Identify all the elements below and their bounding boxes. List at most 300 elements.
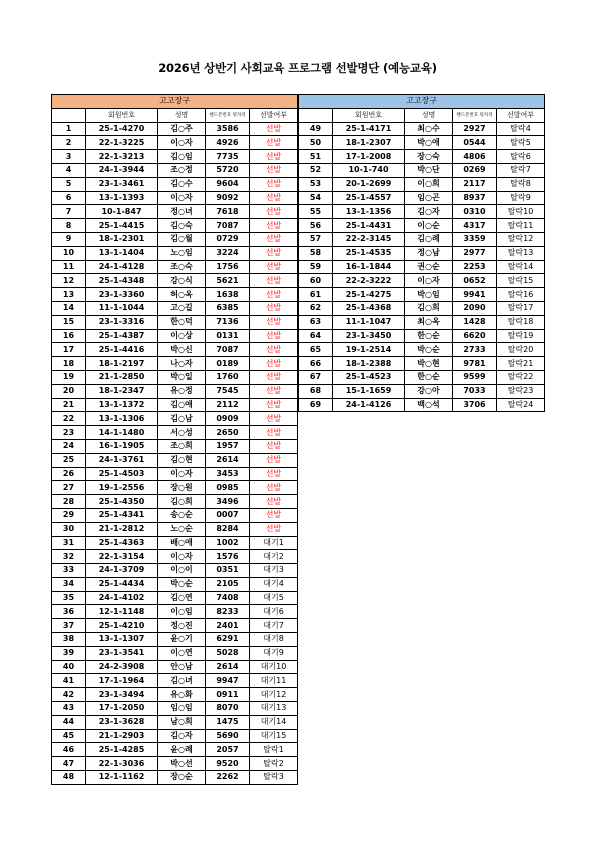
table-row: [52, 508, 298, 522]
cell-phone-suffix: 2977: [453, 246, 497, 260]
cell-name: 이○자: [158, 191, 206, 205]
cell-name: 임○임: [158, 702, 206, 716]
cell-member-number: 23-1-3450: [333, 329, 405, 343]
cell-phone-suffix: 0729: [206, 232, 250, 246]
cell-name: 김○례: [405, 232, 453, 246]
cell-index: 29: [52, 508, 86, 522]
cell-status: 선발: [250, 467, 298, 481]
table-row: [52, 495, 298, 509]
cell-status: 선발: [250, 453, 298, 467]
table-row: [52, 729, 298, 743]
table-row: [52, 660, 298, 674]
header-cell-phone-suffix: [453, 108, 497, 122]
cell-status: 선발: [250, 398, 298, 412]
table-row: [52, 743, 298, 757]
cell-member-number: 25-1-4363: [86, 536, 158, 550]
table-row: [299, 384, 545, 398]
cell-index: 48: [52, 771, 86, 785]
cell-member-number: 24-1-3709: [86, 564, 158, 578]
cell-status: 대기2: [250, 550, 298, 564]
table-caption: 고고장구: [52, 95, 298, 109]
cell-name: 김○녀: [158, 674, 206, 688]
cell-index: 30: [52, 522, 86, 536]
cell-phone-suffix: 4806: [453, 150, 497, 164]
cell-index: 2: [52, 136, 86, 150]
cell-name: 유○화: [158, 688, 206, 702]
cell-status: 탈락16: [497, 288, 545, 302]
table-body: [52, 122, 298, 784]
table-row: [52, 370, 298, 384]
cell-index: 24: [52, 439, 86, 453]
cell-status: 탈락22: [497, 370, 545, 384]
cell-phone-suffix: 2614: [206, 660, 250, 674]
cell-index: 40: [52, 660, 86, 674]
cell-name: 서○성: [158, 426, 206, 440]
cell-phone-suffix: 5621: [206, 274, 250, 288]
cell-status: 선발: [250, 274, 298, 288]
cell-phone-suffix: 8233: [206, 605, 250, 619]
header-cell-phone-suffix: [206, 108, 250, 122]
cell-member-number: 22-2-3222: [333, 274, 405, 288]
cell-index: 18: [52, 357, 86, 371]
cell-phone-suffix: 4317: [453, 219, 497, 233]
cell-name: 박○애: [405, 136, 453, 150]
cell-name: 송○순: [158, 508, 206, 522]
cell-index: 10: [52, 246, 86, 260]
table-row: [299, 357, 545, 371]
cell-member-number: 23-1-3541: [86, 646, 158, 660]
cell-status: 탈락18: [497, 315, 545, 329]
cell-phone-suffix: 9092: [206, 191, 250, 205]
cell-phone-suffix: 2733: [453, 343, 497, 357]
cell-member-number: 18-1-2347: [86, 384, 158, 398]
cell-index: 9: [52, 232, 86, 246]
cell-name: 권○순: [405, 260, 453, 274]
table-row: [52, 191, 298, 205]
cell-phone-suffix: 1002: [206, 536, 250, 550]
cell-status: 탈락12: [497, 232, 545, 246]
cell-member-number: 25-1-4210: [86, 619, 158, 633]
table-caption-row: [299, 95, 545, 109]
cell-name: 이○연: [158, 646, 206, 660]
cell-phone-suffix: 9947: [206, 674, 250, 688]
table-row: [52, 150, 298, 164]
cell-index: 55: [299, 205, 333, 219]
cell-name: 박○순: [405, 343, 453, 357]
cell-index: 45: [52, 729, 86, 743]
cell-phone-suffix: 0544: [453, 136, 497, 150]
cell-name: 박○신: [158, 343, 206, 357]
cell-member-number: 12-1-1162: [86, 771, 158, 785]
cell-index: 42: [52, 688, 86, 702]
header-cell-index: [52, 108, 86, 122]
cell-name: 조○숙: [158, 260, 206, 274]
cell-member-number: 24-1-3944: [86, 163, 158, 177]
cell-status: 대기13: [250, 702, 298, 716]
cell-index: 38: [52, 633, 86, 647]
cell-status: 대기8: [250, 633, 298, 647]
cell-member-number: 11-1-1047: [333, 315, 405, 329]
cell-index: 35: [52, 591, 86, 605]
table-row: [299, 260, 545, 274]
header-cell-index: [299, 108, 333, 122]
cell-index: 57: [299, 232, 333, 246]
cell-status: 탈락1: [250, 743, 298, 757]
table-row: [299, 150, 545, 164]
cell-status: 선발: [250, 301, 298, 315]
table-row: [52, 605, 298, 619]
cell-name: 강○아: [405, 384, 453, 398]
cell-member-number: 25-1-4285: [86, 743, 158, 757]
cell-member-number: 24-1-3761: [86, 453, 158, 467]
cell-status: 선발: [250, 439, 298, 453]
cell-name: 조○정: [158, 163, 206, 177]
cell-member-number: 25-1-4270: [86, 122, 158, 136]
cell-index: 26: [52, 467, 86, 481]
cell-status: 선발: [250, 150, 298, 164]
cell-index: 67: [299, 370, 333, 384]
table-row: [52, 715, 298, 729]
cell-index: 60: [299, 274, 333, 288]
cell-index: 66: [299, 357, 333, 371]
cell-status: 대기7: [250, 619, 298, 633]
cell-status: 탈락10: [497, 205, 545, 219]
table-row: [52, 301, 298, 315]
cell-phone-suffix: 4926: [206, 136, 250, 150]
cell-name: 이○자: [158, 467, 206, 481]
cell-index: 63: [299, 315, 333, 329]
cell-status: 선발: [250, 232, 298, 246]
cell-phone-suffix: 1576: [206, 550, 250, 564]
cell-index: 28: [52, 495, 86, 509]
cell-member-number: 25-1-4350: [86, 495, 158, 509]
cell-index: 50: [299, 136, 333, 150]
cell-member-number: 15-1-1659: [333, 384, 405, 398]
cell-index: 41: [52, 674, 86, 688]
table-row: [52, 481, 298, 495]
cell-index: 25: [52, 453, 86, 467]
cell-index: 64: [299, 329, 333, 343]
table-row: [299, 301, 545, 315]
header-phone-text: 핸드폰번호 뒷자리: [209, 112, 246, 118]
table-row: [52, 688, 298, 702]
cell-index: 19: [52, 370, 86, 384]
cell-status: 탈락19: [497, 329, 545, 343]
cell-phone-suffix: 0007: [206, 508, 250, 522]
cell-phone-suffix: 0652: [453, 274, 497, 288]
cell-status: 선발: [250, 384, 298, 398]
cell-index: 47: [52, 757, 86, 771]
cell-index: 52: [299, 163, 333, 177]
table-row: [299, 191, 545, 205]
table-row: [52, 384, 298, 398]
cell-phone-suffix: 7136: [206, 315, 250, 329]
cell-member-number: 25-1-4523: [333, 370, 405, 384]
table-row: [52, 412, 298, 426]
table-row: [299, 288, 545, 302]
cell-member-number: 23-1-3494: [86, 688, 158, 702]
cell-member-number: 22-1-3225: [86, 136, 158, 150]
cell-status: 선발: [250, 412, 298, 426]
cell-index: 44: [52, 715, 86, 729]
cell-phone-suffix: 3359: [453, 232, 497, 246]
cell-phone-suffix: 2090: [453, 301, 497, 315]
selection-table-left: [51, 94, 298, 785]
cell-phone-suffix: 0131: [206, 329, 250, 343]
cell-member-number: 25-1-4415: [86, 219, 158, 233]
cell-member-number: 24-1-4126: [333, 398, 405, 412]
cell-index: 54: [299, 191, 333, 205]
cell-name: 김○애: [158, 398, 206, 412]
table-row: [52, 232, 298, 246]
cell-status: 대기1: [250, 536, 298, 550]
cell-member-number: 17-1-2008: [333, 150, 405, 164]
table-row: [52, 122, 298, 136]
cell-status: 선발: [250, 246, 298, 260]
header-phone-text: 핸드폰번호 뒷자리: [456, 112, 493, 118]
cell-name: 이○상: [158, 329, 206, 343]
cell-member-number: 21-1-2812: [86, 522, 158, 536]
header-cell-name: 성명: [158, 108, 206, 122]
cell-phone-suffix: 1957: [206, 439, 250, 453]
cell-phone-suffix: 9941: [453, 288, 497, 302]
cell-phone-suffix: 0351: [206, 564, 250, 578]
cell-name: 김○현: [158, 453, 206, 467]
cell-phone-suffix: 0985: [206, 481, 250, 495]
cell-phone-suffix: 7087: [206, 343, 250, 357]
cell-phone-suffix: 0189: [206, 357, 250, 371]
cell-status: 선발: [250, 522, 298, 536]
cell-phone-suffix: 3496: [206, 495, 250, 509]
table-row: [52, 467, 298, 481]
cell-phone-suffix: 3224: [206, 246, 250, 260]
cell-name: 나○자: [158, 357, 206, 371]
cell-status: 선발: [250, 495, 298, 509]
cell-member-number: 13-1-1404: [86, 246, 158, 260]
cell-phone-suffix: 2262: [206, 771, 250, 785]
cell-phone-suffix: 5690: [206, 729, 250, 743]
header-cell-status: 선발여부: [497, 108, 545, 122]
cell-member-number: 24-1-4128: [86, 260, 158, 274]
cell-index: 11: [52, 260, 86, 274]
table-row: [52, 274, 298, 288]
cell-phone-suffix: 6291: [206, 633, 250, 647]
cell-phone-suffix: 3453: [206, 467, 250, 481]
cell-name: 최○수: [405, 122, 453, 136]
cell-name: 장○순: [158, 771, 206, 785]
cell-index: 23: [52, 426, 86, 440]
cell-member-number: 25-1-4503: [86, 467, 158, 481]
cell-member-number: 25-1-4368: [333, 301, 405, 315]
table-row: [299, 163, 545, 177]
cell-member-number: 20-1-2699: [333, 177, 405, 191]
cell-status: 탈락9: [497, 191, 545, 205]
table-row: [52, 550, 298, 564]
cell-status: 선발: [250, 177, 298, 191]
cell-name: 김○자: [405, 205, 453, 219]
cell-phone-suffix: 7545: [206, 384, 250, 398]
cell-name: 정○남: [405, 246, 453, 260]
cell-status: 대기4: [250, 577, 298, 591]
table-row: [52, 646, 298, 660]
cell-phone-suffix: 9520: [206, 757, 250, 771]
cell-index: 59: [299, 260, 333, 274]
cell-phone-suffix: 0911: [206, 688, 250, 702]
cell-member-number: 13-1-1307: [86, 633, 158, 647]
cell-status: 탈락2: [250, 757, 298, 771]
cell-index: 17: [52, 343, 86, 357]
cell-name: 장○숙: [405, 150, 453, 164]
cell-status: 탈락8: [497, 177, 545, 191]
cell-member-number: 25-1-4434: [86, 577, 158, 591]
table-row: [52, 771, 298, 785]
cell-index: 58: [299, 246, 333, 260]
table-caption: 고고장구: [299, 95, 545, 109]
cell-name: 이○이: [158, 564, 206, 578]
cell-index: 5: [52, 177, 86, 191]
cell-name: 박○현: [405, 357, 453, 371]
cell-member-number: 22-2-3145: [333, 232, 405, 246]
cell-member-number: 22-1-3154: [86, 550, 158, 564]
cell-name: 남○희: [158, 715, 206, 729]
cell-index: 1: [52, 122, 86, 136]
cell-index: 14: [52, 301, 86, 315]
cell-name: 임○곤: [405, 191, 453, 205]
cell-name: 이○자: [158, 550, 206, 564]
table-row: [52, 343, 298, 357]
cell-phone-suffix: 2105: [206, 577, 250, 591]
cell-name: 윤○례: [158, 743, 206, 757]
cell-name: 안○남: [158, 660, 206, 674]
header-cell-name: 성명: [405, 108, 453, 122]
cell-name: 이○임: [158, 605, 206, 619]
cell-member-number: 19-1-2556: [86, 481, 158, 495]
cell-member-number: 13-1-1356: [333, 205, 405, 219]
cell-phone-suffix: 7735: [206, 150, 250, 164]
cell-name: 김○연: [158, 591, 206, 605]
cell-status: 탈락17: [497, 301, 545, 315]
cell-name: 허○옥: [158, 288, 206, 302]
cell-index: 61: [299, 288, 333, 302]
header-row: [52, 108, 298, 122]
cell-name: 김○수: [158, 177, 206, 191]
cell-name: 강○식: [158, 274, 206, 288]
cell-index: 43: [52, 702, 86, 716]
cell-phone-suffix: 8937: [453, 191, 497, 205]
table-row: [299, 205, 545, 219]
cell-index: 34: [52, 577, 86, 591]
cell-index: 15: [52, 315, 86, 329]
cell-name: 유○정: [158, 384, 206, 398]
cell-phone-suffix: 1638: [206, 288, 250, 302]
cell-status: 대기3: [250, 564, 298, 578]
header-cell-member-number: 회원번호: [333, 108, 405, 122]
cell-phone-suffix: 6620: [453, 329, 497, 343]
cell-name: 김○숙: [158, 219, 206, 233]
cell-status: 탈락11: [497, 219, 545, 233]
table-row: [52, 163, 298, 177]
cell-status: 선발: [250, 426, 298, 440]
cell-member-number: 12-1-1148: [86, 605, 158, 619]
table-row: [52, 260, 298, 274]
cell-status: 선발: [250, 163, 298, 177]
selection-table-right: [298, 94, 545, 412]
table-row: [52, 633, 298, 647]
cell-member-number: 16-1-1844: [333, 260, 405, 274]
cell-name: 최○옥: [405, 315, 453, 329]
cell-index: 39: [52, 646, 86, 660]
cell-index: 32: [52, 550, 86, 564]
header-cell-member-number: 회원번호: [86, 108, 158, 122]
cell-status: 선발: [250, 329, 298, 343]
cell-member-number: 13-1-1393: [86, 191, 158, 205]
cell-index: 62: [299, 301, 333, 315]
cell-member-number: 21-1-2850: [86, 370, 158, 384]
cell-status: 탈락24: [497, 398, 545, 412]
table-row: [299, 246, 545, 260]
cell-status: 선발: [250, 191, 298, 205]
cell-status: 선발: [250, 205, 298, 219]
cell-phone-suffix: 3706: [453, 398, 497, 412]
cell-name: 이○자: [158, 136, 206, 150]
table-row: [299, 329, 545, 343]
table-row: [52, 177, 298, 191]
cell-index: 49: [299, 122, 333, 136]
cell-status: 탈락5: [497, 136, 545, 150]
cell-status: 대기6: [250, 605, 298, 619]
cell-status: 탈락3: [250, 771, 298, 785]
cell-member-number: 17-1-2050: [86, 702, 158, 716]
table-row: [52, 619, 298, 633]
table-row: [299, 219, 545, 233]
cell-member-number: 13-1-1306: [86, 412, 158, 426]
cell-member-number: 25-1-4416: [86, 343, 158, 357]
cell-status: 탈락15: [497, 274, 545, 288]
cell-name: 노○순: [158, 522, 206, 536]
cell-phone-suffix: 2117: [453, 177, 497, 191]
table-row: [52, 591, 298, 605]
cell-member-number: 10-1-847: [86, 205, 158, 219]
cell-name: 한○덕: [158, 315, 206, 329]
cell-name: 조○희: [158, 439, 206, 453]
cell-status: 탈락23: [497, 384, 545, 398]
cell-index: 22: [52, 412, 86, 426]
table-row: [52, 205, 298, 219]
table-row: [52, 136, 298, 150]
cell-member-number: 25-1-4348: [86, 274, 158, 288]
cell-name: 이○순: [405, 219, 453, 233]
cell-status: 대기14: [250, 715, 298, 729]
table-row: [52, 453, 298, 467]
table-row: [52, 757, 298, 771]
cell-member-number: 24-2-3908: [86, 660, 158, 674]
cell-index: 46: [52, 743, 86, 757]
cell-phone-suffix: 0310: [453, 205, 497, 219]
cell-member-number: 14-1-1480: [86, 426, 158, 440]
cell-index: 56: [299, 219, 333, 233]
cell-status: 탈락6: [497, 150, 545, 164]
cell-index: 21: [52, 398, 86, 412]
cell-index: 36: [52, 605, 86, 619]
cell-phone-suffix: 6385: [206, 301, 250, 315]
cell-phone-suffix: 0909: [206, 412, 250, 426]
cell-name: 정○진: [158, 619, 206, 633]
table-row: [299, 315, 545, 329]
cell-phone-suffix: 2614: [206, 453, 250, 467]
cell-phone-suffix: 8284: [206, 522, 250, 536]
cell-phone-suffix: 7033: [453, 384, 497, 398]
cell-member-number: 25-1-4535: [333, 246, 405, 260]
